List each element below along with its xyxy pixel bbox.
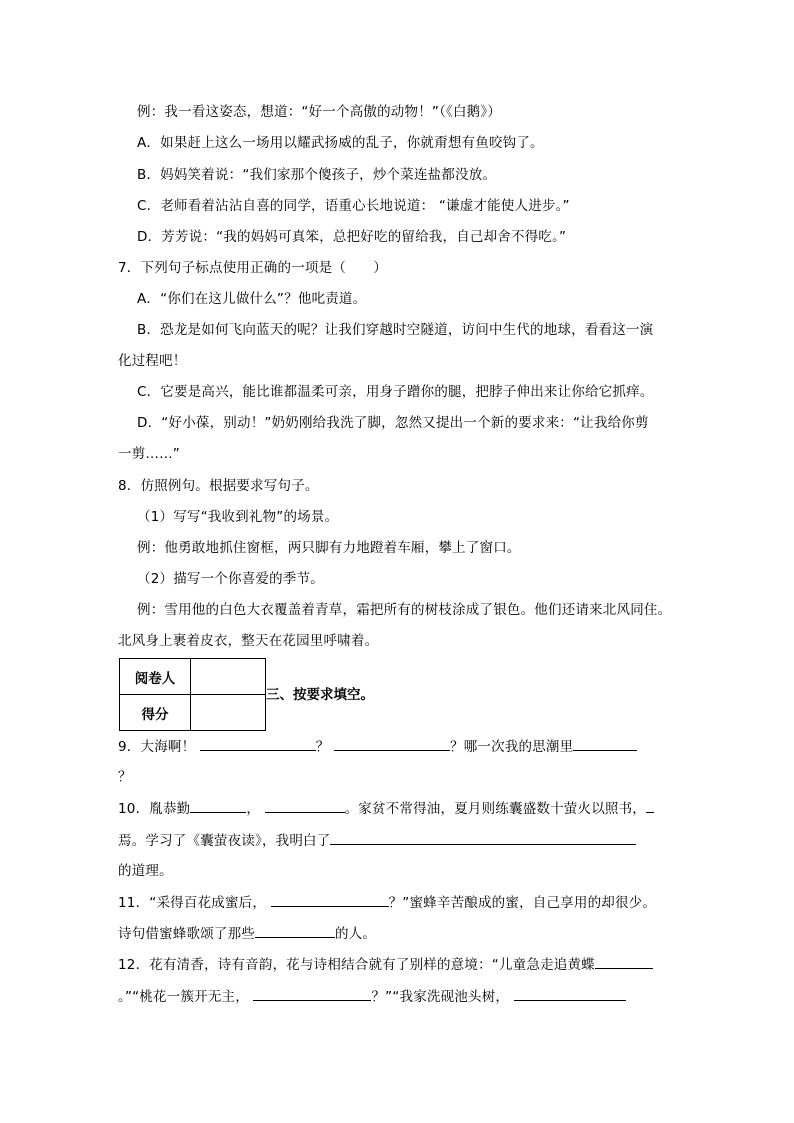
q9-text-3: ？哪一次我的思潮里 bbox=[450, 739, 574, 755]
q10-text-4: 焉。学习了《囊萤夜读》，我明白了 bbox=[118, 833, 331, 849]
q9-text-1: 9．大海啊！ bbox=[118, 739, 196, 755]
q7-stem: 7．下列句子标点使用正确的一项是（ ） bbox=[118, 260, 388, 276]
q8-example-1: 例：他勇敢地抓住窗框，两只脚有力地蹬着车厢，攀上了窗口。 bbox=[137, 540, 521, 556]
q11-text-1: 11．“采得百花成蜜后， bbox=[118, 895, 267, 911]
q9-text-4: ？ bbox=[118, 769, 132, 785]
q8-part-1: （1）写写“我收到礼物”的场景。 bbox=[137, 509, 339, 525]
q10-blank-1[interactable] bbox=[190, 798, 246, 813]
q10-text-5: 的道理。 bbox=[118, 863, 173, 879]
q10-blank-3[interactable] bbox=[646, 798, 654, 813]
q12-text-3: ？”“我家洗砚池头树， bbox=[371, 989, 510, 1005]
q10-blank-2[interactable] bbox=[265, 798, 345, 813]
q7-option-b-cont: 化过程吧！ bbox=[118, 353, 187, 369]
q12-blank-2[interactable] bbox=[253, 986, 371, 1001]
q11-text-2: ？”蜜蜂辛苦酿成的蜜，自己享用的却很少。 bbox=[388, 895, 657, 911]
q11-text-4: 的人。 bbox=[335, 926, 377, 942]
q9-text-2: ？ bbox=[315, 739, 330, 755]
score-box bbox=[119, 658, 266, 731]
q10-text-3: 。家贫不常得油，夏月则练囊盛数十萤火以照书， bbox=[344, 801, 646, 817]
q8-stem: 8．仿照例句。根据要求写句子。 bbox=[118, 478, 319, 494]
q8-example-2: 例：雪用他的白色大衣覆盖着青草，霜把所有的树枝涂成了银色。他们还请来北风同住。 bbox=[137, 602, 672, 618]
q8-part-2: （2）描写一个你喜爱的季节。 bbox=[137, 571, 324, 587]
q10-text-1: 10．胤恭勤 bbox=[118, 801, 191, 817]
q10-blank-4[interactable] bbox=[330, 830, 636, 845]
q11-text-3: 诗句借蜜蜂歌颂了那些 bbox=[118, 926, 255, 942]
q8-example-2-cont: 北风身上裹着皮衣，整天在花园里呼啸着。 bbox=[118, 633, 379, 649]
q7-option-d: D．“好小葆，别动！”奶奶刚给我洗了脚，忽然又提出一个新的要求来：“让我给你剪 bbox=[137, 415, 649, 431]
q12-text-2: 。”“桃花一簇开无主， bbox=[118, 989, 249, 1005]
q6-option-a: A．如果赶上这么一场用以耀武扬威的乱子，你就甭想有鱼咬钩了。 bbox=[137, 135, 544, 151]
reviewer-label: 阅卷人 bbox=[120, 659, 191, 695]
q12-text-1: 12．花有清香，诗有音韵，花与诗相结合就有了别样的意境：“儿童急走追黄蝶 bbox=[118, 957, 595, 973]
q7-option-b: B．恐龙是如何飞向蓝天的呢？让我们穿越时空隧道，访问中生代的地球，看看这一演 bbox=[137, 322, 654, 338]
q12-blank-3[interactable] bbox=[514, 986, 626, 1001]
q11-blank-2[interactable] bbox=[255, 923, 335, 938]
q7-option-a: A．“你们在这儿做什么”？他叱责道。 bbox=[137, 291, 367, 307]
score-field[interactable] bbox=[191, 695, 266, 731]
q7-option-c: C．它要是高兴，能比谁都温柔可亲，用身子蹭你的腿，把脖子伸出来让你给它抓痒。 bbox=[137, 384, 654, 400]
q9-blank-2[interactable] bbox=[334, 736, 450, 751]
section-3-title: 三、按要求填空。 bbox=[266, 687, 374, 703]
q11-blank-1[interactable] bbox=[271, 892, 389, 907]
q6-option-b: B．妈妈笑着说：“我们家那个傻孩子，炒个菜连盐都没放。 bbox=[137, 167, 497, 183]
q12-blank-1[interactable] bbox=[595, 954, 653, 969]
q6-option-d: D．芳芳说：“我的妈妈可真笨，总把好吃的留给我，自己却舍不得吃。” bbox=[137, 229, 567, 245]
q10-text-2: ， bbox=[246, 801, 261, 817]
q9-blank-1[interactable] bbox=[200, 736, 316, 751]
q9-blank-3[interactable] bbox=[573, 736, 637, 751]
q6-option-c: C．老师看着沾沾自喜的同学，语重心长地说道： “谦虚才能使人进步。” bbox=[137, 198, 570, 214]
q6-example: 例：我一看这姿态，想道：“好一个高傲的动物！”（《白鹅》） bbox=[137, 104, 502, 120]
score-label: 得分 bbox=[120, 695, 191, 731]
q7-option-d-cont: 一剪……” bbox=[118, 446, 180, 462]
reviewer-field[interactable] bbox=[191, 659, 266, 695]
